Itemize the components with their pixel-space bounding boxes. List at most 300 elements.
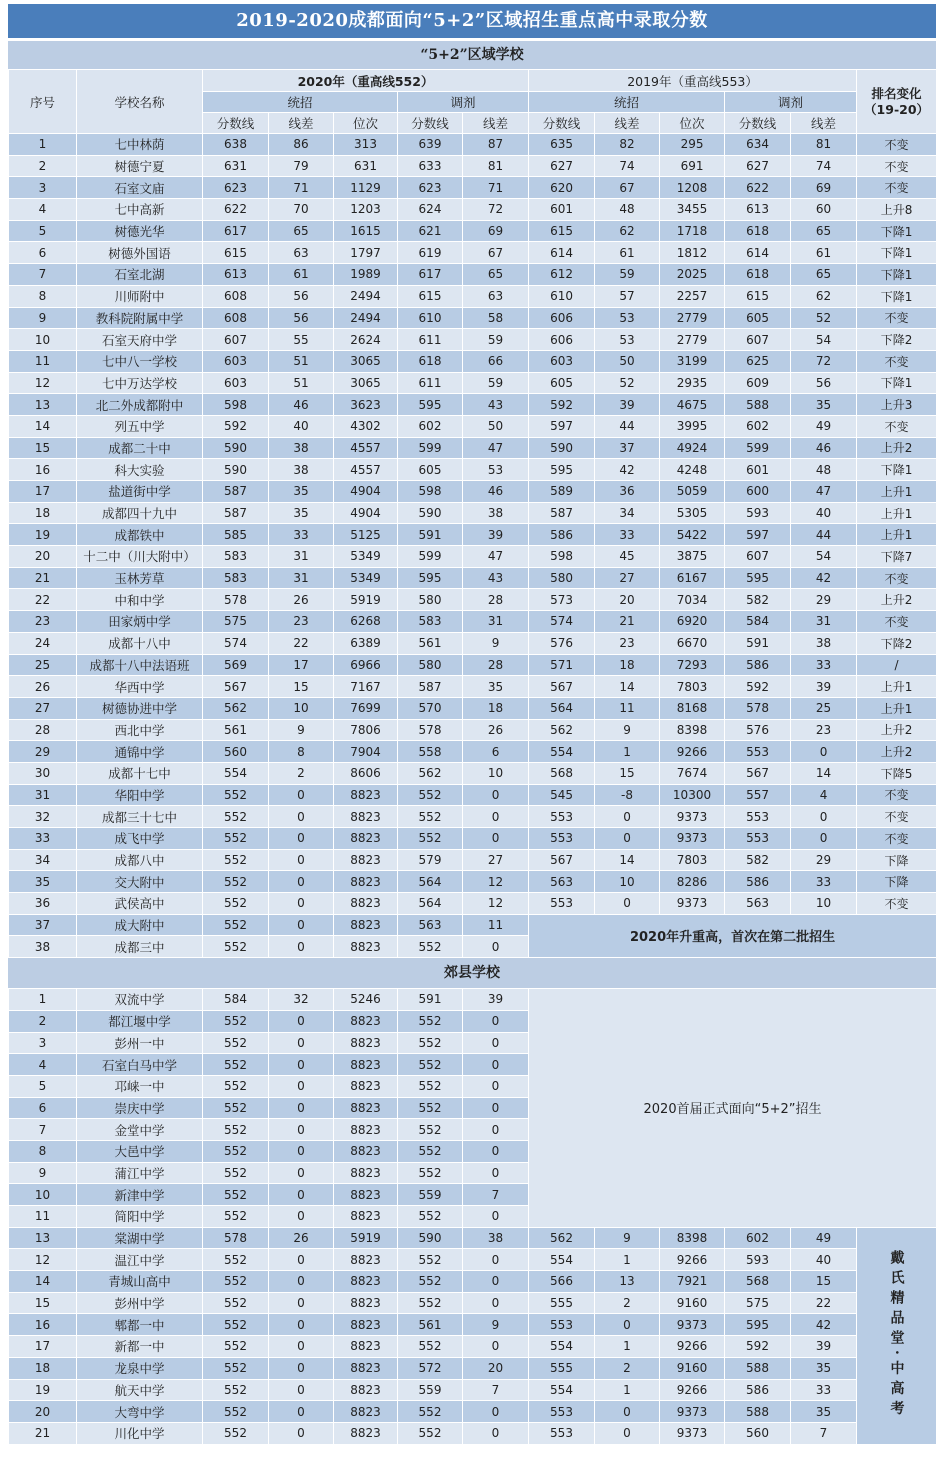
table-row <box>9 567 937 589</box>
cell-2019-unified-rank: 6167 <box>660 567 725 589</box>
cell-seq: 32 <box>9 806 77 828</box>
cell-2019-adjusted-diff: 0 <box>791 741 857 763</box>
cell-2019-adjusted-score: 586 <box>725 654 791 676</box>
cell-2019-unified-rank: 10300 <box>660 784 725 806</box>
cell-2019-adjusted-diff: 65 <box>791 220 857 242</box>
cell-2020-unified-diff: 51 <box>269 350 334 372</box>
cell-2019-adjusted-score: 613 <box>725 199 791 221</box>
cell-2019-unified-rank: 4675 <box>660 394 725 416</box>
cell-seq: 18 <box>9 502 77 524</box>
cell-2019-unified-diff: 15 <box>595 762 660 784</box>
cell-2020-adjusted-score: 639 <box>398 134 463 156</box>
cell-2020-unified-score: 552 <box>203 1292 269 1314</box>
cell-2019-unified-score: 553 <box>529 1401 595 1423</box>
cell-2020-adjusted-score: 579 <box>398 849 463 871</box>
cell-2020-adjusted-score: 559 <box>398 1379 463 1401</box>
cell-2019-unified-diff: 52 <box>595 372 660 394</box>
cell-2020-unified-diff: 22 <box>269 632 334 654</box>
cell-2020-unified-rank: 8823 <box>334 1140 398 1162</box>
cell-2020-unified-score: 603 <box>203 372 269 394</box>
cell-2020-unified-score: 607 <box>203 329 269 351</box>
urban-table <box>8 69 937 958</box>
cell-2019-unified-score: 562 <box>529 719 595 741</box>
cell-2019-unified-rank: 9373 <box>660 1314 725 1336</box>
cell-seq: 4 <box>9 1054 77 1076</box>
cell-school-name: 崇庆中学 <box>77 1097 203 1119</box>
cell-2019-unified-score: 627 <box>529 155 595 177</box>
cell-2020-unified-rank: 5125 <box>334 524 398 546</box>
cell-2019-adjusted-diff: 39 <box>791 676 857 698</box>
cell-2019-adjusted-score: 582 <box>725 589 791 611</box>
cell-rank-change: 下降2 <box>857 329 937 351</box>
cell-2019-unified-score: 592 <box>529 394 595 416</box>
table-row <box>9 1379 937 1401</box>
cell-2019-adjusted-diff: 25 <box>791 697 857 719</box>
cell-seq: 3 <box>9 1032 77 1054</box>
cell-2020-adjusted-score: 602 <box>398 415 463 437</box>
cell-2020-adjusted-score: 583 <box>398 611 463 633</box>
cell-2019-adjusted-diff: 42 <box>791 1314 857 1336</box>
table-row <box>9 914 937 936</box>
cell-2019-unified-score: 554 <box>529 1379 595 1401</box>
cell-school-name: 树德协进中学 <box>77 697 203 719</box>
cell-2020-unified-diff: 0 <box>269 1162 334 1184</box>
cell-rank-change: 下降1 <box>857 264 937 286</box>
cell-2019-unified-diff: 1 <box>595 1249 660 1271</box>
cell-seq: 17 <box>9 1336 77 1358</box>
cell-2020-unified-score: 552 <box>203 1032 269 1054</box>
cell-2019-unified-score: 554 <box>529 1249 595 1271</box>
cell-2019-adjusted-diff: 33 <box>791 1379 857 1401</box>
cell-rank-change: 不变 <box>857 611 937 633</box>
cell-school-name: 龙泉中学 <box>77 1357 203 1379</box>
cell-2020-unified-rank: 1797 <box>334 242 398 264</box>
cell-2020-unified-rank: 8823 <box>334 1097 398 1119</box>
cell-school-name: 新都一中 <box>77 1336 203 1358</box>
cell-2019-adjusted-score: 575 <box>725 1292 791 1314</box>
cell-2020-adjusted-diff: 63 <box>463 285 529 307</box>
cell-2020-unified-diff: 10 <box>269 697 334 719</box>
cell-rank-change: 上升1 <box>857 697 937 719</box>
cell-2020-unified-score: 578 <box>203 1227 269 1249</box>
cell-2020-adjusted-diff: 10 <box>463 762 529 784</box>
cell-2019-adjusted-score: 563 <box>725 893 791 915</box>
cell-2020-unified-diff: 26 <box>269 1227 334 1249</box>
cell-seq: 34 <box>9 849 77 871</box>
table-row <box>9 264 937 286</box>
note-upgraded: 2020年升重高，首次在第二批招生 <box>529 914 937 957</box>
cell-2020-adjusted-diff: 69 <box>463 220 529 242</box>
cell-2020-unified-rank: 8823 <box>334 1336 398 1358</box>
cell-2020-unified-score: 552 <box>203 936 269 958</box>
cell-2020-unified-diff: 38 <box>269 459 334 481</box>
cell-seq: 3 <box>9 177 77 199</box>
cell-2019-adjusted-score: 567 <box>725 762 791 784</box>
cell-rank-change: 下降 <box>857 849 937 871</box>
cell-2020-unified-score: 603 <box>203 350 269 372</box>
cell-2020-adjusted-score: 562 <box>398 762 463 784</box>
cell-seq: 21 <box>9 1422 77 1444</box>
cell-2020-adjusted-diff: 9 <box>463 1314 529 1336</box>
cell-2019-adjusted-diff: 52 <box>791 307 857 329</box>
cell-2020-unified-rank: 7167 <box>334 676 398 698</box>
cell-school-name: 大弯中学 <box>77 1401 203 1423</box>
cell-2020-unified-diff: 0 <box>269 1271 334 1293</box>
cell-2019-unified-diff: 61 <box>595 242 660 264</box>
table-row <box>9 849 937 871</box>
cell-school-name: 石室文庙 <box>77 177 203 199</box>
cell-2019-unified-score: 554 <box>529 1336 595 1358</box>
cell-2020-unified-diff: 0 <box>269 1379 334 1401</box>
cell-2020-adjusted-score: 552 <box>398 1140 463 1162</box>
cell-2020-adjusted-diff: 39 <box>463 989 529 1011</box>
cell-school-name: 中和中学 <box>77 589 203 611</box>
cell-2019-unified-diff: 57 <box>595 285 660 307</box>
cell-2020-adjusted-score: 552 <box>398 1249 463 1271</box>
cell-2020-adjusted-diff: 43 <box>463 567 529 589</box>
cell-2020-adjusted-score: 578 <box>398 719 463 741</box>
cell-2019-unified-rank: 8398 <box>660 719 725 741</box>
cell-2020-adjusted-diff: 39 <box>463 524 529 546</box>
header-score: 分数线 <box>529 113 595 134</box>
cell-school-name: 七中林荫 <box>77 134 203 156</box>
cell-2019-unified-score: 553 <box>529 806 595 828</box>
cell-2020-unified-rank: 3065 <box>334 350 398 372</box>
cell-2019-unified-diff: 9 <box>595 1227 660 1249</box>
cell-2020-unified-rank: 2494 <box>334 307 398 329</box>
cell-2019-unified-rank: 9373 <box>660 828 725 850</box>
cell-seq: 5 <box>9 1075 77 1097</box>
cell-2020-unified-score: 592 <box>203 415 269 437</box>
cell-2020-adjusted-diff: 81 <box>463 155 529 177</box>
cell-rank-change: 上升3 <box>857 394 937 416</box>
cell-seq: 20 <box>9 546 77 568</box>
cell-2020-unified-score: 552 <box>203 1075 269 1097</box>
cell-school-name: 棠湖中学 <box>77 1227 203 1249</box>
cell-2019-unified-diff: 44 <box>595 415 660 437</box>
cell-2020-adjusted-diff: 0 <box>463 1032 529 1054</box>
cell-2019-adjusted-diff: 65 <box>791 264 857 286</box>
cell-2019-unified-score: 555 <box>529 1357 595 1379</box>
cell-seq: 2 <box>9 1010 77 1032</box>
cell-2020-adjusted-score: 587 <box>398 676 463 698</box>
cell-2019-unified-score: 595 <box>529 459 595 481</box>
cell-2019-adjusted-diff: 72 <box>791 350 857 372</box>
cell-2019-unified-diff: 53 <box>595 329 660 351</box>
table-row <box>9 1249 937 1271</box>
cell-2020-adjusted-score: 552 <box>398 1206 463 1228</box>
cell-school-name: 树德宁夏 <box>77 155 203 177</box>
cell-2019-unified-rank: 295 <box>660 134 725 156</box>
cell-school-name: 成都铁中 <box>77 524 203 546</box>
cell-2020-adjusted-diff: 0 <box>463 1206 529 1228</box>
section-title-suburb: 郊县学校 <box>8 958 936 988</box>
cell-2019-adjusted-diff: 38 <box>791 632 857 654</box>
cell-2020-adjusted-diff: 65 <box>463 264 529 286</box>
cell-2020-adjusted-score: 552 <box>398 1271 463 1293</box>
page-title: 2019-2020成都面向“5+2”区域招生重点高中录取分数 <box>8 4 936 38</box>
cell-2020-unified-rank: 8823 <box>334 914 398 936</box>
cell-rank-change: 不变 <box>857 155 937 177</box>
table-row <box>9 762 937 784</box>
cell-seq: 20 <box>9 1401 77 1423</box>
cell-2020-unified-rank: 8823 <box>334 893 398 915</box>
cell-2020-adjusted-score: 559 <box>398 1184 463 1206</box>
cell-2019-adjusted-score: 553 <box>725 828 791 850</box>
cell-2020-adjusted-diff: 0 <box>463 1162 529 1184</box>
cell-2020-adjusted-score: 615 <box>398 285 463 307</box>
cell-seq: 10 <box>9 329 77 351</box>
cell-2019-unified-score: 563 <box>529 871 595 893</box>
table-row <box>9 199 937 221</box>
cell-2020-unified-diff: 0 <box>269 914 334 936</box>
cell-2019-unified-score: 576 <box>529 632 595 654</box>
table-row <box>9 372 937 394</box>
cell-2019-adjusted-diff: 14 <box>791 762 857 784</box>
cell-rank-change: 不变 <box>857 784 937 806</box>
cell-2020-unified-rank: 8823 <box>334 1401 398 1423</box>
cell-2019-unified-diff: 27 <box>595 567 660 589</box>
cell-2020-adjusted-diff: 18 <box>463 697 529 719</box>
cell-seq: 6 <box>9 242 77 264</box>
cell-rank-change: 上升2 <box>857 437 937 459</box>
cell-2019-adjusted-score: 627 <box>725 155 791 177</box>
cell-2019-unified-diff: 20 <box>595 589 660 611</box>
cell-2020-adjusted-score: 552 <box>398 1422 463 1444</box>
cell-seq: 28 <box>9 719 77 741</box>
cell-2020-adjusted-score: 552 <box>398 1032 463 1054</box>
cell-2019-unified-diff: 67 <box>595 177 660 199</box>
cell-2020-adjusted-score: 621 <box>398 220 463 242</box>
cell-2020-unified-rank: 6966 <box>334 654 398 676</box>
cell-seq: 11 <box>9 350 77 372</box>
cell-2019-unified-diff: 50 <box>595 350 660 372</box>
cell-2020-adjusted-diff: 0 <box>463 828 529 850</box>
table-row <box>9 155 937 177</box>
cell-2020-unified-diff: 46 <box>269 394 334 416</box>
cell-2019-unified-diff: 18 <box>595 654 660 676</box>
cell-seq: 12 <box>9 372 77 394</box>
cell-2020-unified-rank: 1129 <box>334 177 398 199</box>
cell-2020-adjusted-diff: 0 <box>463 784 529 806</box>
cell-rank-change: 不变 <box>857 567 937 589</box>
cell-2019-unified-diff: 0 <box>595 828 660 850</box>
cell-2019-adjusted-diff: 40 <box>791 1249 857 1271</box>
cell-2020-unified-score: 578 <box>203 589 269 611</box>
cell-2019-unified-rank: 2935 <box>660 372 725 394</box>
table-row <box>9 459 937 481</box>
cell-rank-change: 不变 <box>857 828 937 850</box>
cell-2020-adjusted-score: 595 <box>398 567 463 589</box>
cell-2020-adjusted-diff: 0 <box>463 1422 529 1444</box>
cell-2020-adjusted-score: 623 <box>398 177 463 199</box>
cell-2019-unified-diff: 36 <box>595 481 660 503</box>
section-title-urban: “5+2”区域学校 <box>8 41 936 69</box>
cell-seq: 7 <box>9 1119 77 1141</box>
table-row <box>9 134 937 156</box>
cell-2019-unified-rank: 8286 <box>660 871 725 893</box>
header-score: 分数线 <box>398 113 463 134</box>
cell-seq: 27 <box>9 697 77 719</box>
header-score: 分数线 <box>203 113 269 134</box>
cell-2019-adjusted-diff: 48 <box>791 459 857 481</box>
cell-2019-unified-score: 601 <box>529 199 595 221</box>
cell-2020-unified-rank: 5349 <box>334 567 398 589</box>
cell-2019-unified-diff: 42 <box>595 459 660 481</box>
cell-2020-unified-score: 552 <box>203 1336 269 1358</box>
cell-2020-adjusted-diff: 47 <box>463 437 529 459</box>
cell-2020-adjusted-score: 561 <box>398 632 463 654</box>
cell-seq: 23 <box>9 611 77 633</box>
table-row <box>9 676 937 698</box>
cell-2020-adjusted-diff: 71 <box>463 177 529 199</box>
cell-2019-unified-diff: 34 <box>595 502 660 524</box>
header-diff: 线差 <box>595 113 660 134</box>
cell-rank-change: 上升8 <box>857 199 937 221</box>
cell-school-name: 成飞中学 <box>77 828 203 850</box>
cell-rank-change: 下降1 <box>857 285 937 307</box>
cell-2019-unified-diff: 48 <box>595 199 660 221</box>
cell-2019-adjusted-score: 588 <box>725 1357 791 1379</box>
cell-2019-unified-diff: 0 <box>595 1314 660 1336</box>
cell-2020-unified-rank: 4904 <box>334 502 398 524</box>
cell-2020-adjusted-diff: 43 <box>463 394 529 416</box>
cell-rank-change: 下降1 <box>857 242 937 264</box>
cell-2019-unified-score: 566 <box>529 1271 595 1293</box>
header-score: 分数线 <box>725 113 791 134</box>
cell-rank-change: 上升2 <box>857 719 937 741</box>
header-2019: 2019年（重高线553） <box>529 70 857 92</box>
cell-2019-unified-rank: 4248 <box>660 459 725 481</box>
cell-2019-unified-score: 612 <box>529 264 595 286</box>
cell-2020-unified-rank: 8823 <box>334 849 398 871</box>
cell-2020-unified-rank: 8823 <box>334 828 398 850</box>
cell-2020-adjusted-diff: 0 <box>463 1249 529 1271</box>
cell-2020-unified-score: 552 <box>203 1422 269 1444</box>
cell-2020-unified-diff: 9 <box>269 719 334 741</box>
cell-2020-adjusted-score: 580 <box>398 589 463 611</box>
cell-2019-unified-score: 610 <box>529 285 595 307</box>
table-row <box>9 285 937 307</box>
cell-2019-unified-score: 605 <box>529 372 595 394</box>
cell-school-name: 都江堰中学 <box>77 1010 203 1032</box>
cell-rank-change: 下降1 <box>857 220 937 242</box>
cell-2019-unified-score: 589 <box>529 481 595 503</box>
cell-2020-unified-rank: 8823 <box>334 1032 398 1054</box>
cell-2019-adjusted-score: 595 <box>725 567 791 589</box>
cell-2020-adjusted-score: 552 <box>398 1401 463 1423</box>
cell-2020-adjusted-diff: 28 <box>463 589 529 611</box>
table-row <box>9 1357 937 1379</box>
cell-2020-adjusted-diff: 46 <box>463 481 529 503</box>
cell-school-name: 成大附中 <box>77 914 203 936</box>
cell-2019-unified-rank: 9373 <box>660 1422 725 1444</box>
cell-2019-unified-rank: 6670 <box>660 632 725 654</box>
cell-2019-unified-rank: 9266 <box>660 741 725 763</box>
cell-2020-unified-diff: 23 <box>269 611 334 633</box>
cell-2020-adjusted-diff: 7 <box>463 1184 529 1206</box>
cell-2020-unified-diff: 0 <box>269 1140 334 1162</box>
cell-2020-unified-rank: 5246 <box>334 989 398 1011</box>
cell-2020-adjusted-score: 552 <box>398 1054 463 1076</box>
header-2020: 2020年（重高线552） <box>203 70 529 92</box>
cell-school-name: 十二中（川大附中） <box>77 546 203 568</box>
cell-2020-adjusted-score: 552 <box>398 1292 463 1314</box>
cell-2019-adjusted-score: 584 <box>725 611 791 633</box>
cell-school-name: 武侯高中 <box>77 893 203 915</box>
cell-2019-unified-diff: 37 <box>595 437 660 459</box>
urban-rows <box>9 134 937 915</box>
cell-2019-unified-rank: 9266 <box>660 1336 725 1358</box>
cell-2019-adjusted-score: 586 <box>725 871 791 893</box>
cell-2020-unified-diff: 0 <box>269 849 334 871</box>
cell-2019-unified-diff: 53 <box>595 307 660 329</box>
cell-2019-adjusted-diff: 54 <box>791 546 857 568</box>
cell-school-name: 树德外国语 <box>77 242 203 264</box>
cell-2019-unified-score: 580 <box>529 567 595 589</box>
cell-school-name: 石室北湖 <box>77 264 203 286</box>
cell-school-name: 七中万达学校 <box>77 372 203 394</box>
cell-seq: 1 <box>9 134 77 156</box>
cell-school-name: 成都十七中 <box>77 762 203 784</box>
cell-2020-unified-rank: 8823 <box>334 1271 398 1293</box>
cell-seq: 31 <box>9 784 77 806</box>
header-seq: 序号 <box>9 70 77 134</box>
cell-2020-adjusted-diff: 72 <box>463 199 529 221</box>
cell-2020-unified-score: 552 <box>203 828 269 850</box>
cell-2019-adjusted-diff: 33 <box>791 871 857 893</box>
cell-2019-adjusted-score: 615 <box>725 285 791 307</box>
cell-2019-unified-rank: 9373 <box>660 1401 725 1423</box>
cell-seq: 18 <box>9 1357 77 1379</box>
cell-school-name: 彭州中学 <box>77 1292 203 1314</box>
cell-2020-adjusted-score: 552 <box>398 936 463 958</box>
cell-seq: 19 <box>9 524 77 546</box>
table-row <box>9 806 937 828</box>
cell-2020-unified-score: 622 <box>203 199 269 221</box>
table-row <box>9 1227 937 1249</box>
cell-2019-unified-diff: 33 <box>595 524 660 546</box>
cell-2019-adjusted-score: 614 <box>725 242 791 264</box>
cell-2019-adjusted-diff: 39 <box>791 1336 857 1358</box>
cell-rank-change: 上升2 <box>857 589 937 611</box>
cell-2020-adjusted-score: 552 <box>398 1336 463 1358</box>
cell-2019-unified-rank: 4924 <box>660 437 725 459</box>
cell-2019-adjusted-score: 600 <box>725 481 791 503</box>
cell-2020-unified-diff: 55 <box>269 329 334 351</box>
cell-2019-adjusted-diff: 44 <box>791 524 857 546</box>
cell-2019-unified-score: 545 <box>529 784 595 806</box>
cell-2019-unified-score: 606 <box>529 329 595 351</box>
cell-2020-unified-score: 623 <box>203 177 269 199</box>
cell-2020-unified-rank: 8823 <box>334 806 398 828</box>
cell-2020-unified-rank: 8823 <box>334 784 398 806</box>
cell-2019-adjusted-score: 588 <box>725 1401 791 1423</box>
cell-2020-unified-rank: 6268 <box>334 611 398 633</box>
cell-school-name: 华阳中学 <box>77 784 203 806</box>
header-diff: 线差 <box>269 113 334 134</box>
cell-2020-unified-diff: 38 <box>269 437 334 459</box>
cell-2019-unified-diff: 74 <box>595 155 660 177</box>
cell-2020-adjusted-diff: 0 <box>463 1140 529 1162</box>
cell-seq: 26 <box>9 676 77 698</box>
cell-2019-unified-rank: 2025 <box>660 264 725 286</box>
cell-2020-unified-rank: 4904 <box>334 481 398 503</box>
header-rank: 位次 <box>334 113 398 134</box>
cell-2019-unified-score: 553 <box>529 828 595 850</box>
cell-2019-adjusted-score: 576 <box>725 719 791 741</box>
cell-2020-unified-diff: 79 <box>269 155 334 177</box>
